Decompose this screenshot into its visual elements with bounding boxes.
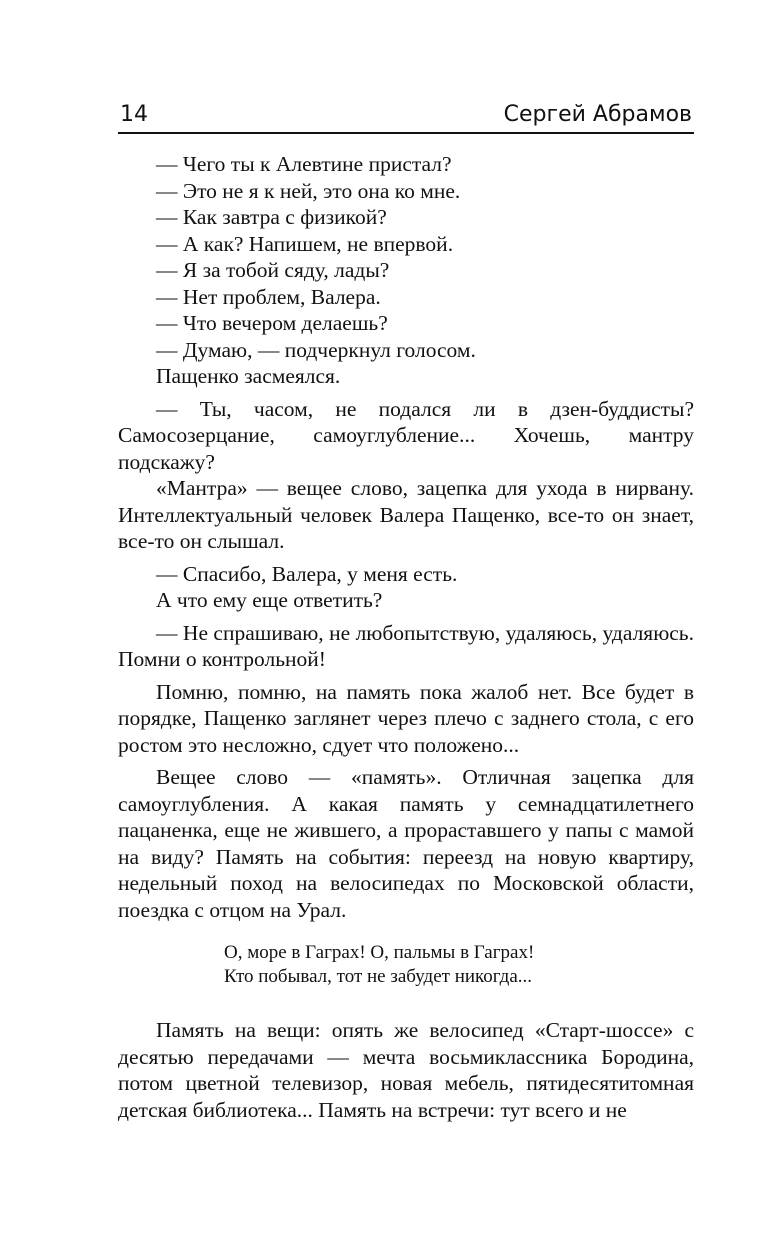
dialog-line: — А как? Напишем, не впервой. bbox=[156, 231, 454, 256]
running-head-author: Сергей Абрамов bbox=[503, 102, 692, 127]
paragraph: Помню, помню, на память пока жалоб нет. Все будет в порядке, Пащенко заглянет через плечо с заднего стола, с его ростом это несложно, сдует что положено... bbox=[118, 679, 694, 757]
paragraph: — Ты, часом, не подался ли в дзен-буддисты? Самосозерцание, самоуглубление... Хочешь, мантру подскажу? bbox=[118, 396, 694, 474]
paragraph: «Мантра» — вещее слово, зацепка для ухода в нирвану. Интеллектуальный человек Валера Пащенко, все-то он знает, все-то он слышал. bbox=[118, 476, 694, 553]
verse-quote bbox=[224, 941, 694, 989]
dialog-line: — Думаю, — подчеркнул голосом. bbox=[156, 337, 476, 362]
verse-line: О, море в Гаграх! О, пальмы в Гаграх! bbox=[224, 942, 535, 963]
dialog-line: — Чего ты к Алевтине пристал? bbox=[156, 152, 452, 176]
dialog-line: — Что вечером делаешь? bbox=[156, 311, 388, 335]
narration-line: А что ему еще ответить? bbox=[156, 588, 383, 612]
dialog-line: — Это не я к ней, это она ко мне. bbox=[156, 178, 461, 203]
page-number: 14 bbox=[120, 102, 148, 127]
paragraph: — Не спрашиваю, не любопытствую, удаляюсь, удаляюсь. Помни о контрольной! bbox=[118, 620, 694, 671]
paragraph: Вещее слово — «память». Отличная зацепка для самоуглубления. А какая память у семнадцатилетнего пацаненка, еще не жившего, а прораставшего у папы с мамой на виду? Память на события: переезд на новую квартиру, недельный поход на велосипедах по Московской области, поездка с отцом на Урал. bbox=[118, 765, 694, 922]
dialog-line: — Как завтра с физикой? bbox=[156, 205, 387, 229]
dialog-line: — Спасибо, Валера, у меня есть. bbox=[156, 561, 458, 586]
dialog-line: — Нет проблем, Валера. bbox=[156, 284, 381, 309]
narration-line: Пащенко засмеялся. bbox=[156, 364, 341, 388]
running-head bbox=[118, 98, 694, 134]
verse-line: Кто побывал, тот не забудет никогда... bbox=[224, 966, 532, 987]
paragraph: Память на вещи: опять же велосипед «Старт-шоссе» с десятью передачами — мечта восьмиклассника Бородина, потом цветной телевизор, новая мебель, пятидесятитомная детская библиотека... Память на встречи: тут всего и не bbox=[118, 1018, 694, 1122]
body-text bbox=[118, 151, 694, 1123]
dialog-line: — Я за тобой сяду, лады? bbox=[156, 258, 390, 282]
